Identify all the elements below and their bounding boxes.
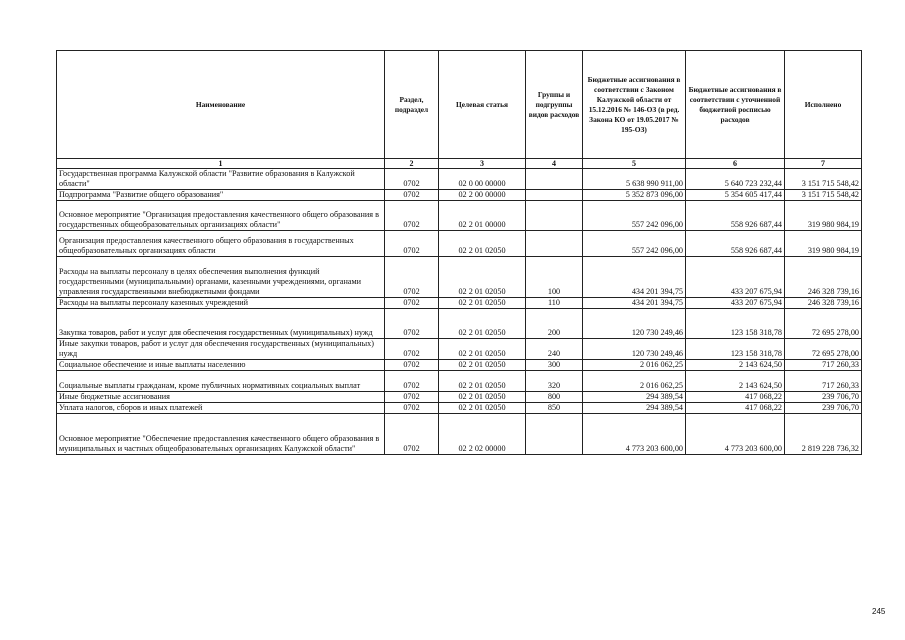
- row-target: 02 2 01 02050: [439, 309, 526, 339]
- header-law: Бюджетные ассигнования в соответствии с Законом Калужской области от 15.12.2016 № 146-ОЗ (в ред. Закона КО от 19.05.2017 № 195-ОЗ): [583, 51, 686, 159]
- row-refined-amount: 558 926 687,44: [686, 231, 785, 257]
- row-refined-amount: 2 143 624,50: [686, 371, 785, 392]
- column-number: 4: [526, 159, 583, 169]
- row-section: 0702: [385, 392, 439, 403]
- row-name: Подпрограмма "Развитие общего образования": [57, 190, 385, 201]
- row-name: Основное мероприятие "Обеспечение предоставления качественного общего образования в муниципальных и частных общеобразовательных организациях Калужской области": [57, 414, 385, 455]
- row-law-amount: 5 352 873 096,00: [583, 190, 686, 201]
- row-name: Организация предоставления качественного общего образования в государственных общеобразовательных организациях области: [57, 231, 385, 257]
- row-law-amount: 294 389,54: [583, 403, 686, 414]
- row-group: [526, 169, 583, 190]
- row-target: 02 2 01 02050: [439, 392, 526, 403]
- row-name: Иные закупки товаров, работ и услуг для обеспечения государственных (муниципальных) нужд: [57, 339, 385, 360]
- row-executed-amount: 2 819 228 736,32: [785, 414, 862, 455]
- row-law-amount: 2 016 062,25: [583, 360, 686, 371]
- row-refined-amount: 433 207 675,94: [686, 257, 785, 298]
- row-name: Социальное обеспечение и иные выплаты населению: [57, 360, 385, 371]
- row-group: [526, 231, 583, 257]
- row-group: 100: [526, 257, 583, 298]
- table-row: [57, 309, 862, 339]
- row-name: Закупка товаров, работ и услуг для обеспечения государственных (муниципальных) нужд: [57, 309, 385, 339]
- row-section: 0702: [385, 190, 439, 201]
- row-group: 320: [526, 371, 583, 392]
- row-refined-amount: 2 143 624,50: [686, 360, 785, 371]
- row-target: 02 0 00 00000: [439, 169, 526, 190]
- table-row: [57, 190, 862, 201]
- row-refined-amount: 5 640 723 232,44: [686, 169, 785, 190]
- row-executed-amount: 717 260,33: [785, 371, 862, 392]
- row-group: 200: [526, 309, 583, 339]
- row-law-amount: 294 389,54: [583, 392, 686, 403]
- row-name: Социальные выплаты гражданам, кроме публичных нормативных социальных выплат: [57, 371, 385, 392]
- table-row: [57, 231, 862, 257]
- row-target: 02 2 02 00000: [439, 414, 526, 455]
- row-name: Расходы на выплаты персоналу в целях обеспечения выполнения функций государственными (муниципальными) органами, казенными учреждениями, органами управления государственными внебюджетными фондами: [57, 257, 385, 298]
- table-row: [57, 339, 862, 360]
- row-target: 02 2 00 00000: [439, 190, 526, 201]
- row-executed-amount: 319 980 984,19: [785, 201, 862, 231]
- row-target: 02 2 01 02050: [439, 298, 526, 309]
- row-target: 02 2 01 02050: [439, 403, 526, 414]
- table-row: [57, 392, 862, 403]
- row-refined-amount: 433 207 675,94: [686, 298, 785, 309]
- table-row: [57, 403, 862, 414]
- row-target: 02 2 01 02050: [439, 360, 526, 371]
- row-group: [526, 190, 583, 201]
- row-law-amount: 2 016 062,25: [583, 371, 686, 392]
- table-row: [57, 257, 862, 298]
- row-executed-amount: 239 706,70: [785, 392, 862, 403]
- row-section: 0702: [385, 414, 439, 455]
- row-section: 0702: [385, 371, 439, 392]
- row-target: 02 2 01 02050: [439, 257, 526, 298]
- row-group: 800: [526, 392, 583, 403]
- row-name: Государственная программа Калужской области "Развитие образования в Калужской области": [57, 169, 385, 190]
- header-row: [57, 51, 862, 159]
- row-executed-amount: 3 151 715 548,42: [785, 169, 862, 190]
- row-section: 0702: [385, 257, 439, 298]
- header-executed: Исполнено: [785, 51, 862, 159]
- row-name: Уплата налогов, сборов и иных платежей: [57, 403, 385, 414]
- row-group: 300: [526, 360, 583, 371]
- row-group: 850: [526, 403, 583, 414]
- header-target: Целевая статья: [439, 51, 526, 159]
- row-section: 0702: [385, 360, 439, 371]
- column-number: 7: [785, 159, 862, 169]
- row-section: 0702: [385, 169, 439, 190]
- row-section: 0702: [385, 403, 439, 414]
- row-group: [526, 201, 583, 231]
- row-group: [526, 414, 583, 455]
- row-group: 110: [526, 298, 583, 309]
- row-refined-amount: 123 158 318,78: [686, 339, 785, 360]
- column-number: 1: [57, 159, 385, 169]
- row-law-amount: 557 242 096,00: [583, 201, 686, 231]
- row-group: 240: [526, 339, 583, 360]
- header-name: Наименование: [57, 51, 385, 159]
- row-refined-amount: 417 068,22: [686, 392, 785, 403]
- row-refined-amount: 123 158 318,78: [686, 309, 785, 339]
- header-groups: Группы и подгруппы видов расходов: [526, 51, 583, 159]
- row-executed-amount: 239 706,70: [785, 403, 862, 414]
- row-law-amount: 557 242 096,00: [583, 231, 686, 257]
- row-section: 0702: [385, 201, 439, 231]
- row-executed-amount: 72 695 278,00: [785, 339, 862, 360]
- row-executed-amount: 3 151 715 548,42: [785, 190, 862, 201]
- row-target: 02 2 01 02050: [439, 339, 526, 360]
- row-target: 02 2 01 02050: [439, 231, 526, 257]
- budget-table: [56, 50, 862, 455]
- row-refined-amount: 417 068,22: [686, 403, 785, 414]
- column-number: 5: [583, 159, 686, 169]
- row-refined-amount: 4 773 203 600,00: [686, 414, 785, 455]
- row-refined-amount: 558 926 687,44: [686, 201, 785, 231]
- row-executed-amount: 717 260,33: [785, 360, 862, 371]
- row-law-amount: 120 730 249,46: [583, 339, 686, 360]
- row-name: Основное мероприятие "Организация предоставления качественного общего образования в государственных общеобразовательных организациях области": [57, 201, 385, 231]
- column-number-row: [57, 159, 862, 169]
- row-section: 0702: [385, 339, 439, 360]
- column-number: 2: [385, 159, 439, 169]
- row-name: Иные бюджетные ассигнования: [57, 392, 385, 403]
- header-refined: Бюджетные ассигнования в соответствии с уточненной бюджетной росписью расходов: [686, 51, 785, 159]
- row-executed-amount: 246 328 739,16: [785, 298, 862, 309]
- table-row: [57, 414, 862, 455]
- row-target: 02 2 01 00000: [439, 201, 526, 231]
- row-section: 0702: [385, 231, 439, 257]
- row-target: 02 2 01 02050: [439, 371, 526, 392]
- row-executed-amount: 319 980 984,19: [785, 231, 862, 257]
- row-executed-amount: 246 328 739,16: [785, 257, 862, 298]
- row-law-amount: 434 201 394,75: [583, 257, 686, 298]
- column-number: 6: [686, 159, 785, 169]
- table-row: [57, 360, 862, 371]
- row-law-amount: 5 638 990 911,00: [583, 169, 686, 190]
- page-number: 245: [872, 607, 886, 616]
- header-section: Раздел, подраздел: [385, 51, 439, 159]
- column-number: 3: [439, 159, 526, 169]
- table-row: [57, 298, 862, 309]
- row-executed-amount: 72 695 278,00: [785, 309, 862, 339]
- row-law-amount: 120 730 249,46: [583, 309, 686, 339]
- row-law-amount: 4 773 203 600,00: [583, 414, 686, 455]
- row-law-amount: 434 201 394,75: [583, 298, 686, 309]
- row-section: 0702: [385, 309, 439, 339]
- row-name: Расходы на выплаты персоналу казенных учреждений: [57, 298, 385, 309]
- table-row: [57, 371, 862, 392]
- row-refined-amount: 5 354 605 417,44: [686, 190, 785, 201]
- table-row: [57, 201, 862, 231]
- row-section: 0702: [385, 298, 439, 309]
- table-row: [57, 169, 862, 190]
